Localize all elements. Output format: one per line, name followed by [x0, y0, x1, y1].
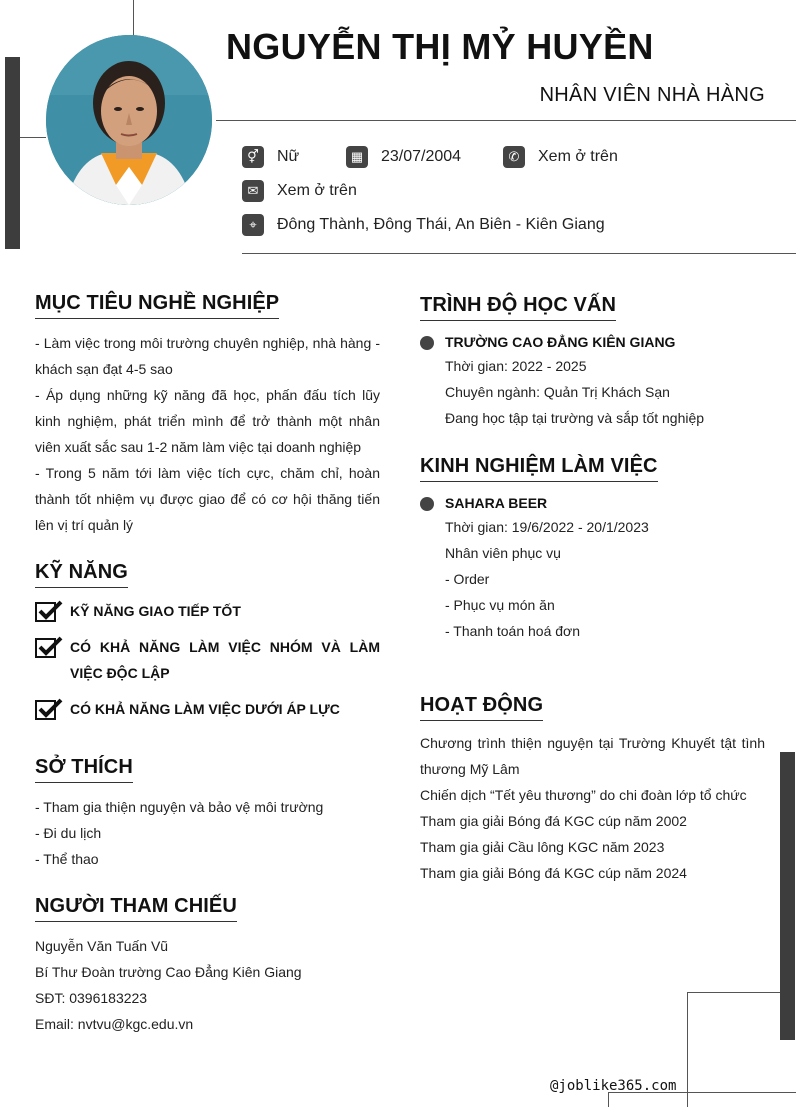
contact-phone: [503, 146, 618, 168]
skill-label: CÓ KHẢ NĂNG LÀM VIỆC NHÓM VÀ LÀM VIỆC ĐỘC LẬP: [70, 639, 380, 681]
checkbox-check-icon: [35, 698, 63, 720]
education-details: [445, 353, 704, 431]
hobby-item: - Thể thao: [35, 851, 99, 867]
education-title: TRÌNH ĐỘ HỌC VẤN: [420, 294, 616, 321]
activities-list: [420, 730, 765, 886]
references-title: NGƯỜI THAM CHIẾU: [35, 895, 237, 922]
objective-text: [35, 330, 380, 538]
experience-line: - Order: [445, 571, 490, 587]
gender-value: Nữ: [277, 148, 300, 165]
activity-item: Chương trình thiện nguyện tại Trường Khuyết tật tình thương Mỹ Lâm: [420, 735, 765, 777]
candidate-name: NGUYỄN THỊ MỶ HUYỀN: [226, 26, 654, 67]
phone-icon: ✆: [503, 146, 525, 168]
decor-top-vline: [133, 0, 134, 36]
experience-company: SAHARA BEER: [445, 495, 548, 511]
reference-phone: SĐT: 0396183223: [35, 990, 148, 1006]
education-line: Đang học tập tại trường và sắp tốt nghiệp: [445, 410, 705, 426]
objective-paragraph: - Trong 5 năm tới làm việc tích cực, chăm chỉ, hoàn thành tốt nhiệm vụ được giao để có cơ hội thăng tiến lên vị trí quản lý: [35, 465, 380, 533]
references-info: [35, 933, 302, 1037]
birthday-value: 23/07/2004: [381, 148, 462, 165]
contact-email: [242, 180, 357, 202]
experience-line: Thời gian: 19/6/2022 - 20/1/2023: [445, 519, 649, 535]
hobbies-list: [35, 794, 323, 872]
activity-item: Tham gia giải Cầu lông KGC năm 2023: [420, 839, 665, 855]
decor-footer-vline: [608, 1092, 609, 1107]
contact-birthday: [346, 146, 461, 168]
checkbox-check-icon: [35, 636, 63, 658]
education-line: Thời gian: 2022 - 2025: [445, 358, 587, 374]
decor-left-hline: [20, 137, 46, 138]
bullet-dot-icon: [420, 497, 434, 511]
address-value: Đông Thành, Đông Thái, An Biên - Kiên Giang: [277, 216, 605, 233]
location-icon: ⌖: [242, 214, 264, 236]
experience-line: Nhân viên phục vụ: [445, 545, 561, 561]
hobbies-title: SỞ THÍCH: [35, 756, 133, 783]
objective-paragraph: - Áp dụng những kỹ năng đã học, phấn đấu tích lũy kinh nghiệm, phát triển mình để trở thành một nhân viên xuất sắc sau 1-2 năm làm việc tại doanh nghiệp: [35, 387, 380, 455]
email-value: Xem ở trên: [277, 182, 357, 199]
education-line: Chuyên ngành: Quản Trị Khách Sạn: [445, 384, 670, 400]
reference-name: Nguyễn Văn Tuấn Vũ: [35, 938, 169, 954]
contact-address: [242, 214, 605, 236]
experience-details: [445, 514, 649, 644]
decor-left-bar: [5, 57, 20, 249]
hobby-item: - Tham gia thiện nguyện và bảo vệ môi trường: [35, 799, 324, 815]
skill-label: KỸ NĂNG GIAO TIẾP TỐT: [70, 603, 241, 619]
objective-paragraph: - Làm việc trong môi trường chuyên nghiệp, nhà hàng - khách sạn đạt 4-5 sao: [35, 335, 380, 377]
activity-item: Chiến dịch “Tết yêu thương” do chi đoàn lớp tổ chức: [420, 787, 747, 803]
reference-position: Bí Thư Đoàn trường Cao Đẳng Kiên Giang: [35, 964, 302, 980]
activity-item: Tham gia giải Bóng đá KGC cúp năm 2002: [420, 813, 687, 829]
gender-icon: ⚥: [242, 146, 264, 168]
education-school: TRƯỜNG CAO ĐẲNG KIÊN GIANG: [445, 334, 676, 350]
footer-watermark: @joblike365.com: [550, 1078, 677, 1094]
decor-bottom-vline: [687, 992, 688, 1107]
contact-divider: [242, 253, 796, 254]
experience-line: - Thanh toán hoá đơn: [445, 623, 581, 639]
email-icon: ✉: [242, 180, 264, 202]
decor-bottom-hline: [687, 992, 780, 993]
hobby-item: - Đi du lịch: [35, 825, 102, 841]
decor-right-bar: [780, 752, 795, 1040]
contact-gender: [242, 146, 299, 168]
skill-item: [35, 696, 380, 722]
calendar-icon: ▦: [346, 146, 368, 168]
phone-value: Xem ở trên: [538, 148, 618, 165]
experience-title: KINH NGHIỆM LÀM VIỆC: [420, 455, 658, 482]
avatar: [46, 35, 212, 205]
header-divider: [216, 120, 796, 121]
skill-item: [35, 598, 380, 624]
skill-label: CÓ KHẢ NĂNG LÀM VIỆC DƯỚI ÁP LỰC: [70, 701, 340, 717]
job-title: NHÂN VIÊN NHÀ HÀNG: [539, 84, 765, 106]
reference-email: Email: nvtvu@kgc.edu.vn: [35, 1016, 194, 1032]
bullet-dot-icon: [420, 336, 434, 350]
skill-item: [35, 634, 380, 686]
checkbox-check-icon: [35, 600, 63, 622]
skills-title: KỸ NĂNG: [35, 561, 128, 588]
activities-title: HOẠT ĐỘNG: [420, 694, 543, 721]
experience-line: - Phục vụ món ăn: [445, 597, 555, 613]
activity-item: Tham gia giải Bóng đá KGC cúp năm 2024: [420, 865, 687, 881]
objective-title: MỤC TIÊU NGHỀ NGHIỆP: [35, 292, 279, 319]
